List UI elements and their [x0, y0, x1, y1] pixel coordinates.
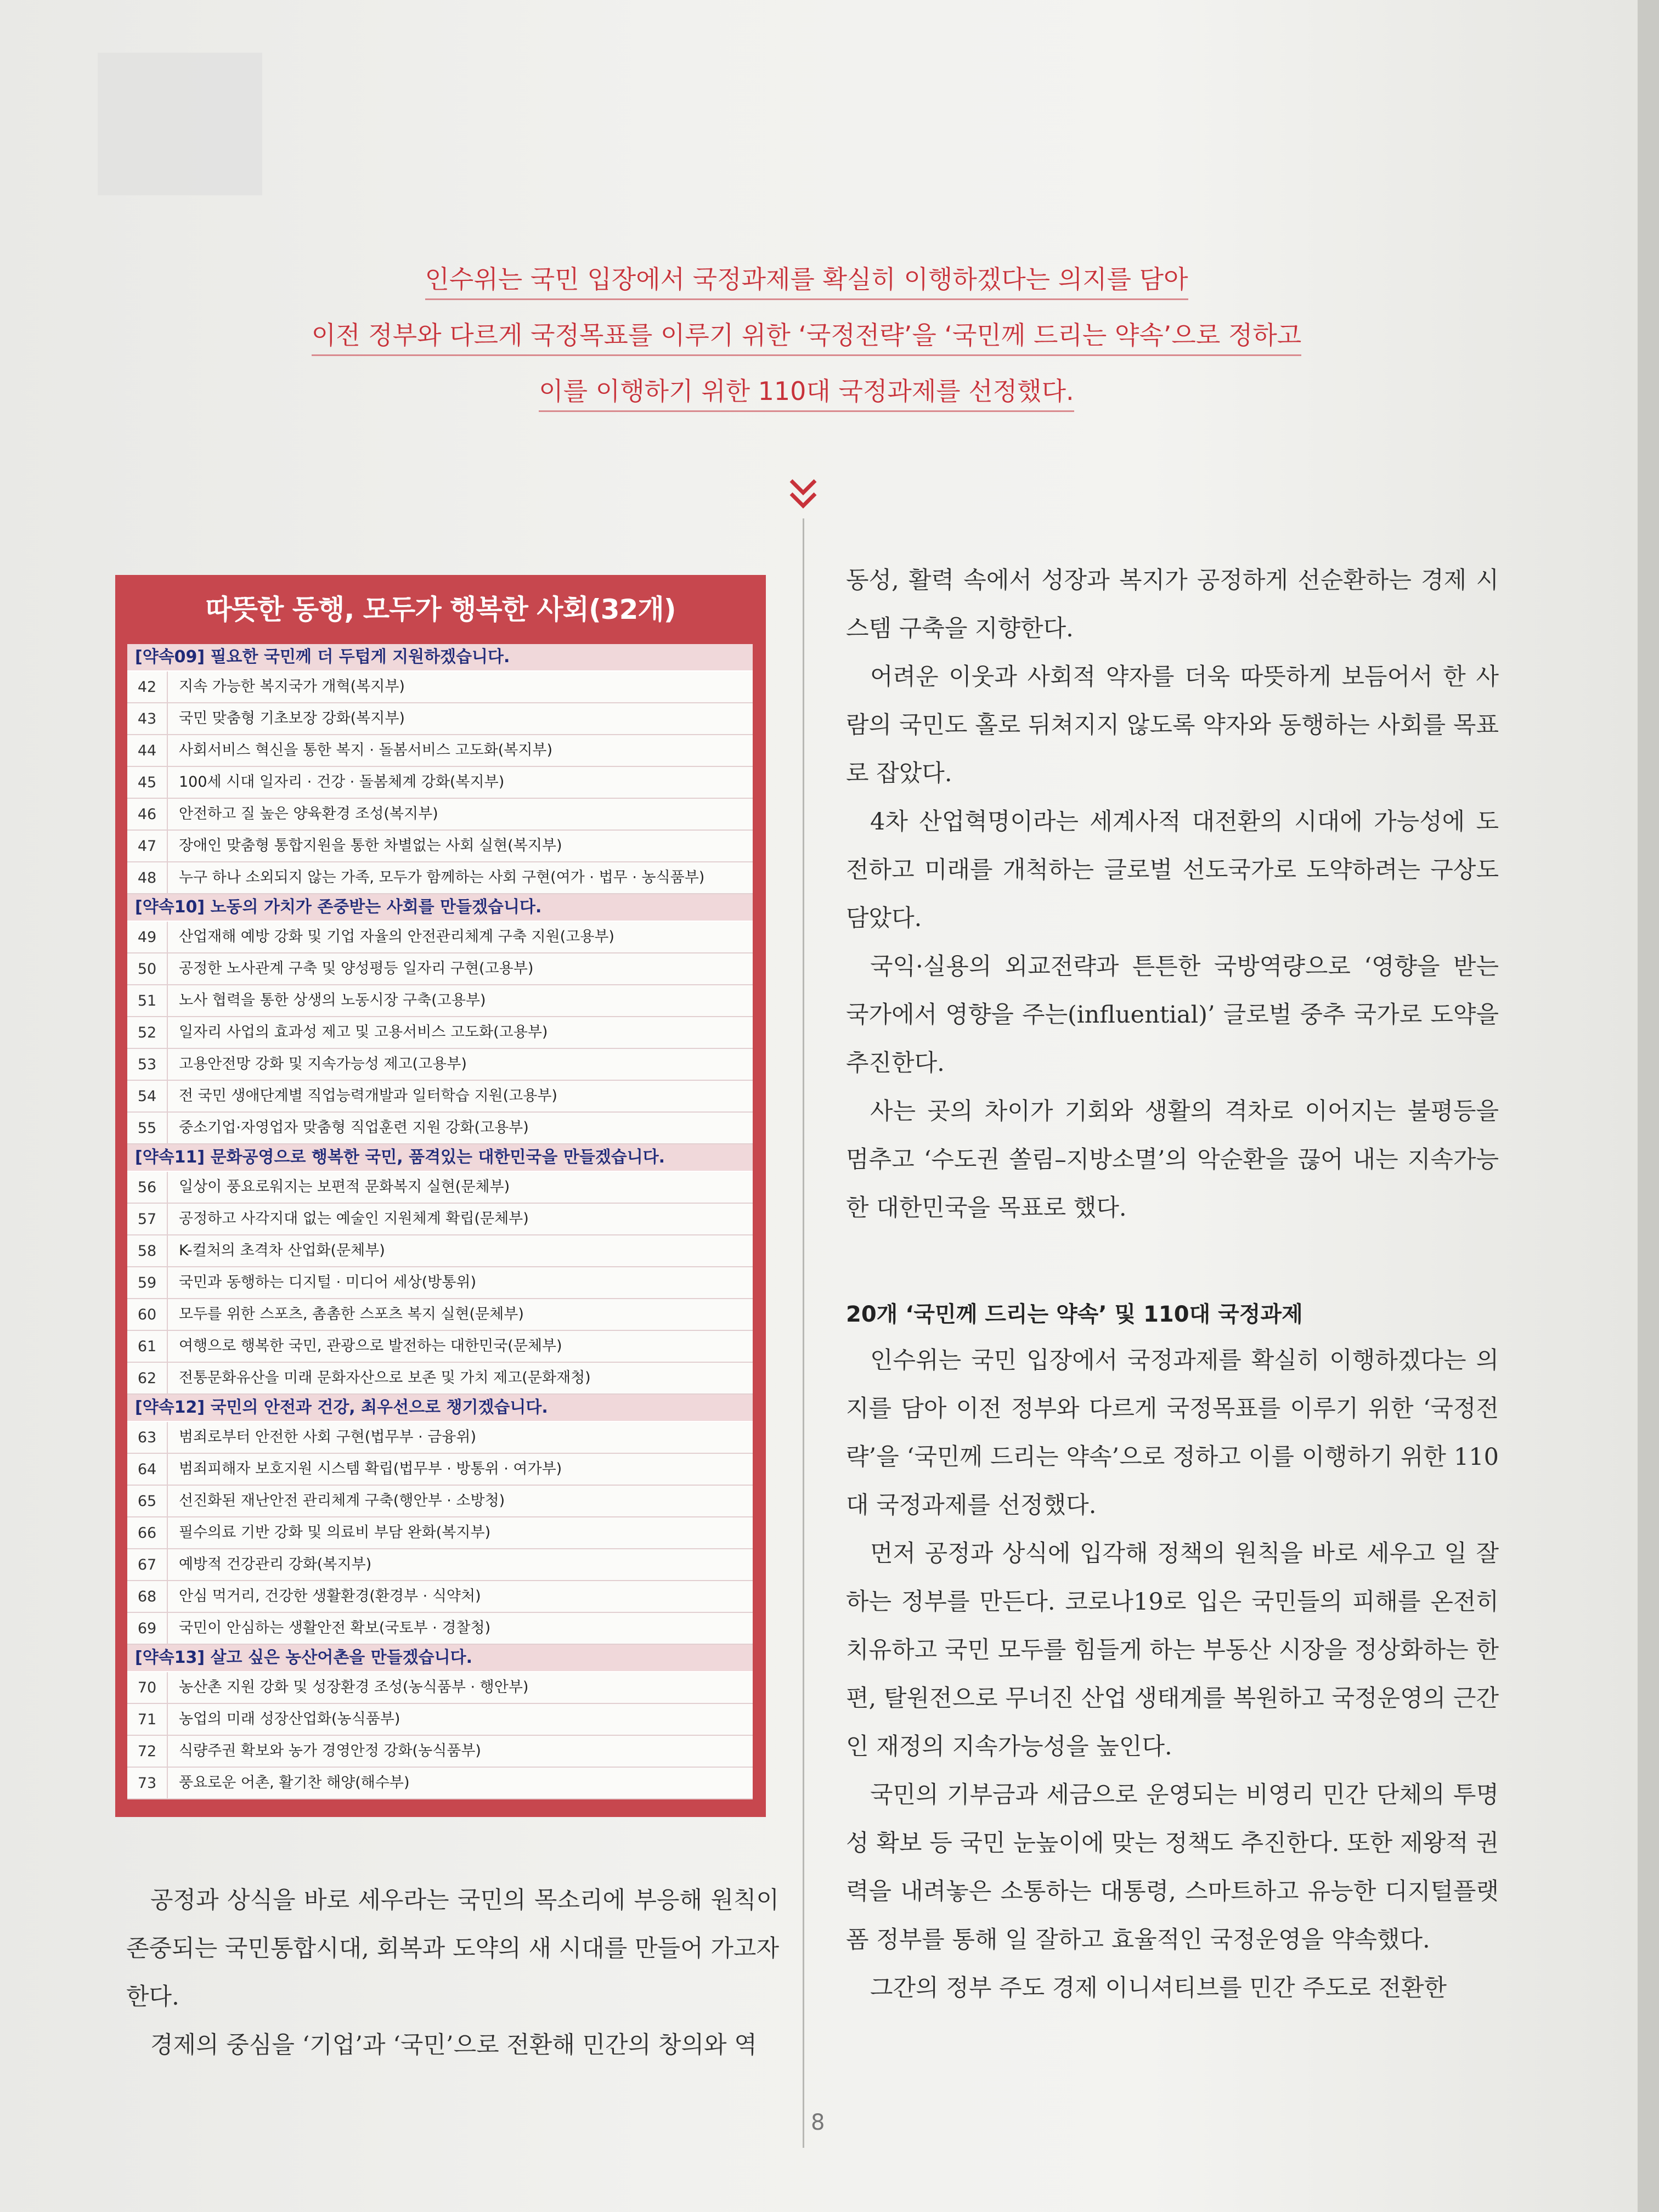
task-title: 국민 맞춤형 기초보장 강화(복지부) [167, 703, 405, 734]
right-paragraph: 국민의 기부금과 세금으로 운영되는 비영리 민간 단체의 투명성 확보 등 국민 눈높이에 맞는 정책도 추진한다. 또한 제왕적 권력을 내려놓은 소통하는 대통령, 스마트하고 유능한 디지털플랫폼 정부를 통해 일 잘하고 효율적인 국정운영을 약속했다. [846, 1781, 1499, 1954]
task-number: 58 [137, 1242, 157, 1260]
task-number: 45 [137, 774, 157, 791]
task-number: 49 [137, 928, 157, 946]
table-row [127, 1049, 753, 1081]
table-row [127, 767, 753, 799]
column-divider [803, 518, 804, 2148]
policy-table [115, 575, 766, 1817]
left-column-text [126, 1876, 779, 2069]
task-title: 여행으로 행복한 국민, 관광으로 발전하는 대한민국(문체부) [167, 1331, 562, 1362]
headline-line-3: 이를 이행하기 위한 110대 국정과제를 선정했다. [539, 375, 1074, 412]
task-title: 전통문화유산을 미래 문화자산으로 보존 및 가치 제고(문화재청) [167, 1363, 591, 1393]
table-row [127, 1081, 753, 1113]
task-number: 72 [137, 1742, 157, 1760]
right-paragraph: 동성, 활력 속에서 성장과 복지가 공정하게 선순환하는 경제 시스템 구축을 지향한다. [846, 567, 1499, 642]
table-row [127, 1454, 753, 1486]
table-body [127, 644, 753, 1824]
table-row [127, 735, 753, 767]
task-title: 범죄피해자 보호지원 시스템 확립(법무부 · 방통위 · 여가부) [167, 1454, 562, 1485]
headline [219, 263, 1393, 431]
right-paragraph: 국익·실용의 외교전략과 튼튼한 국방역량으로 ‘영향을 받는 국가에서 영향을 주는(influential)’ 글로벌 중추 국가로 도약을 추진한다. [846, 953, 1499, 1077]
task-number: 53 [137, 1056, 157, 1073]
promise-section-heading: [약속11] 문화공영으로 행복한 국민, 품격있는 대한민국을 만들겠습니다. [127, 1144, 753, 1172]
table-row [127, 1204, 753, 1235]
task-number: 68 [137, 1588, 157, 1605]
task-title: 중소기업·자영업자 맞춤형 직업훈련 지원 강화(고용부) [167, 1113, 529, 1143]
promise-section-heading: [약속10] 노동의 가치가 존중받는 사회를 만들겠습니다. [127, 894, 753, 922]
table-row [127, 1331, 753, 1363]
task-number: 66 [137, 1524, 157, 1542]
task-title: 안전하고 질 높은 양육환경 조성(복지부) [167, 799, 438, 830]
task-title: 범죄로부터 안전한 사회 구현(법무부 · 금융위) [167, 1422, 476, 1453]
task-title: 예방적 건강관리 강화(복지부) [167, 1549, 371, 1580]
table-row [127, 1613, 753, 1645]
table-row [127, 1486, 753, 1517]
task-number: 56 [137, 1178, 157, 1196]
headline-line-1: 인수위는 국민 입장에서 국정과제를 확실히 이행하겠다는 의지를 담아 [425, 263, 1188, 300]
table-row [127, 1704, 753, 1736]
task-number: 69 [137, 1620, 157, 1637]
promise-section-heading: [약속09] 필요한 국민께 더 두텁게 지원하겠습니다. [127, 644, 753, 672]
task-title: 일자리 사업의 효과성 제고 및 고용서비스 고도화(고용부) [167, 1017, 548, 1048]
left-paragraph: 경제의 중심을 ‘기업’과 ‘국민’으로 전환해 민간의 창의와 역 [150, 2032, 757, 2059]
table-row [127, 1235, 753, 1267]
task-number: 44 [137, 742, 157, 759]
task-number: 48 [137, 869, 157, 887]
task-title: 농산촌 지원 강화 및 성장환경 조성(농식품부 · 행안부) [167, 1672, 528, 1703]
task-title: 공정한 노사관계 구축 및 양성평등 일자리 구현(고용부) [167, 953, 533, 984]
task-number: 42 [137, 678, 157, 696]
task-number: 47 [137, 837, 157, 855]
task-number: 57 [137, 1210, 157, 1228]
task-title: 장애인 맞춤형 통합지원을 통한 차별없는 사회 실현(복지부) [167, 831, 562, 861]
table-row [127, 1581, 753, 1613]
left-paragraph: 공정과 상식을 바로 세우라는 국민의 목소리에 부응해 원칙이 존중되는 국민통합시대, 회복과 도약의 새 시대를 만들어 가고자 한다. [126, 1887, 779, 2011]
task-title: 전 국민 생애단계별 직업능력개발과 일터학습 지원(고용부) [167, 1081, 557, 1111]
right-paragraph: 그간의 정부 주도 경제 이니셔티브를 민간 주도로 전환한 [870, 1974, 1447, 2002]
right-paragraph: 어려운 이웃과 사회적 약자를 더욱 따뜻하게 보듬어서 한 사람의 국민도 홀로 뒤쳐지지 않도록 약자와 동행하는 사회를 목표로 잡았다. [846, 663, 1499, 787]
task-title: 100세 시대 일자리 · 건강 · 돌봄체계 강화(복지부) [167, 767, 504, 798]
page-edge [1638, 0, 1659, 2212]
promise-section-heading: [약속12] 국민의 안전과 건강, 최우선으로 챙기겠습니다. [127, 1395, 753, 1422]
table-row [127, 862, 753, 894]
task-number: 55 [137, 1119, 157, 1137]
table-row [127, 1517, 753, 1549]
table-row [127, 1672, 753, 1704]
task-title: 산업재해 예방 강화 및 기업 자율의 안전관리체계 구축 지원(고용부) [167, 922, 614, 952]
task-number: 61 [137, 1338, 157, 1355]
task-title: 고용안전망 강화 및 지속가능성 제고(고용부) [167, 1049, 467, 1080]
task-number: 67 [137, 1556, 157, 1573]
right-paragraph: 인수위는 국민 입장에서 국정과제를 확실히 이행하겠다는 의지를 담아 이전 정부와 다르게 국정목표를 이루기 위한 ‘국정전략’을 ‘국민께 드리는 약속’으로 정하고 이를 이행하기 위한 110대 국정과제를 선정했다. [846, 1347, 1499, 1519]
table-row [127, 953, 753, 985]
task-title: 식량주권 확보와 농가 경영안정 강화(농식품부) [167, 1736, 481, 1767]
task-number: 62 [137, 1369, 157, 1387]
table-row [127, 831, 753, 862]
task-title: 지속 가능한 복지국가 개혁(복지부) [167, 672, 405, 702]
task-title: 선진화된 재난안전 관리체계 구축(행안부 · 소방청) [167, 1486, 505, 1516]
task-number: 65 [137, 1492, 157, 1510]
task-title: 모두를 위한 스포츠, 촘촘한 스포츠 복지 실현(문체부) [167, 1299, 524, 1330]
task-title: 사회서비스 혁신을 통한 복지 · 돌봄서비스 고도화(복지부) [167, 735, 552, 766]
double-chevron-down-icon [787, 477, 820, 516]
table-row [127, 703, 753, 735]
task-number: 60 [137, 1306, 157, 1323]
table-row [127, 1422, 753, 1454]
task-title: 국민이 안심하는 생활안전 확보(국토부 · 경찰청) [167, 1613, 490, 1644]
task-title: K-컬처의 초격차 산업화(문체부) [167, 1235, 385, 1266]
promise-section-heading: [약속13] 살고 싶은 농산어촌을 만들겠습니다. [127, 1645, 753, 1672]
right-paragraph: 먼저 공정과 상식에 입각해 정책의 원칙을 바로 세우고 일 잘하는 정부를 만든다. 코로나19로 입은 국민들의 피해를 온전히 치유하고 국민 모두를 힘들게 하는 부동산 시장을 정상화하는 한편, 탈원전으로 무너진 산업 생태계를 복원하고 국정운영의 근간인 재정의 지속가능성을 높인다. [846, 1540, 1499, 1760]
task-title: 필수의료 기반 강화 및 의료비 부담 완화(복지부) [167, 1517, 490, 1548]
task-title: 일상이 풍요로워지는 보편적 문화복지 실현(문체부) [167, 1172, 510, 1203]
table-row [127, 985, 753, 1017]
right-paragraph: 사는 곳의 차이가 기회와 생활의 격차로 이어지는 불평등을 멈추고 ‘수도권 쏠림–지방소멸’의 악순환을 끊어 내는 지속가능한 대한민국을 목표로 했다. [846, 1098, 1499, 1222]
bleed-through-mark [98, 53, 262, 195]
right-column-text [846, 556, 1499, 2012]
task-title: 국민과 동행하는 디지털 · 미디어 세상(방통위) [167, 1267, 476, 1298]
task-number: 43 [137, 710, 157, 727]
table-row [127, 1113, 753, 1144]
headline-line-2: 이전 정부와 다르게 국정목표를 이루기 위한 ‘국정전략’을 ‘국민께 드리는 약속’으로 정하고 [312, 319, 1301, 356]
task-number: 64 [137, 1460, 157, 1478]
table-row [127, 1172, 753, 1204]
table-title: 따뜻한 동행, 모두가 행복한 사회(32개) [205, 594, 676, 625]
table-row [127, 1299, 753, 1331]
task-number: 50 [137, 960, 157, 978]
task-title: 풍요로운 어촌, 활기찬 해양(해수부) [167, 1768, 410, 1798]
task-title: 공정하고 사각지대 없는 예술인 지원체계 확립(문체부) [167, 1204, 529, 1234]
table-row [127, 1017, 753, 1049]
task-number: 54 [137, 1087, 157, 1105]
table-row [127, 1768, 753, 1799]
task-title: 안심 먹거리, 건강한 생활환경(환경부 · 식약처) [167, 1581, 481, 1612]
table-row [127, 672, 753, 703]
task-number: 71 [137, 1711, 157, 1728]
page-number: 8 [811, 2110, 825, 2135]
table-row [127, 1549, 753, 1581]
right-paragraph: 4차 산업혁명이라는 세계사적 대전환의 시대에 가능성에 도전하고 미래를 개척하는 글로벌 선도국가로 도약하려는 구상도 담았다. [846, 808, 1499, 932]
task-number: 59 [137, 1274, 157, 1291]
table-row [127, 1267, 753, 1299]
task-number: 51 [137, 992, 157, 1009]
task-number: 70 [137, 1679, 157, 1696]
task-title: 노사 협력을 통한 상생의 노동시장 구축(고용부) [167, 985, 486, 1016]
table-row [127, 1736, 753, 1768]
task-title: 누구 하나 소외되지 않는 가족, 모두가 함께하는 사회 구현(여가 · 법무 · 농식품부) [167, 862, 704, 893]
task-number: 63 [137, 1429, 157, 1446]
task-number: 46 [137, 805, 157, 823]
task-title: 농업의 미래 성장산업화(농식품부) [167, 1704, 400, 1735]
table-row [127, 799, 753, 831]
task-number: 52 [137, 1024, 157, 1041]
table-row [127, 1363, 753, 1395]
section-subheading: 20개 ‘국민께 드리는 약속’ 및 110대 국정과제 [846, 1302, 1303, 1327]
table-row [127, 922, 753, 953]
task-number: 73 [137, 1774, 157, 1792]
